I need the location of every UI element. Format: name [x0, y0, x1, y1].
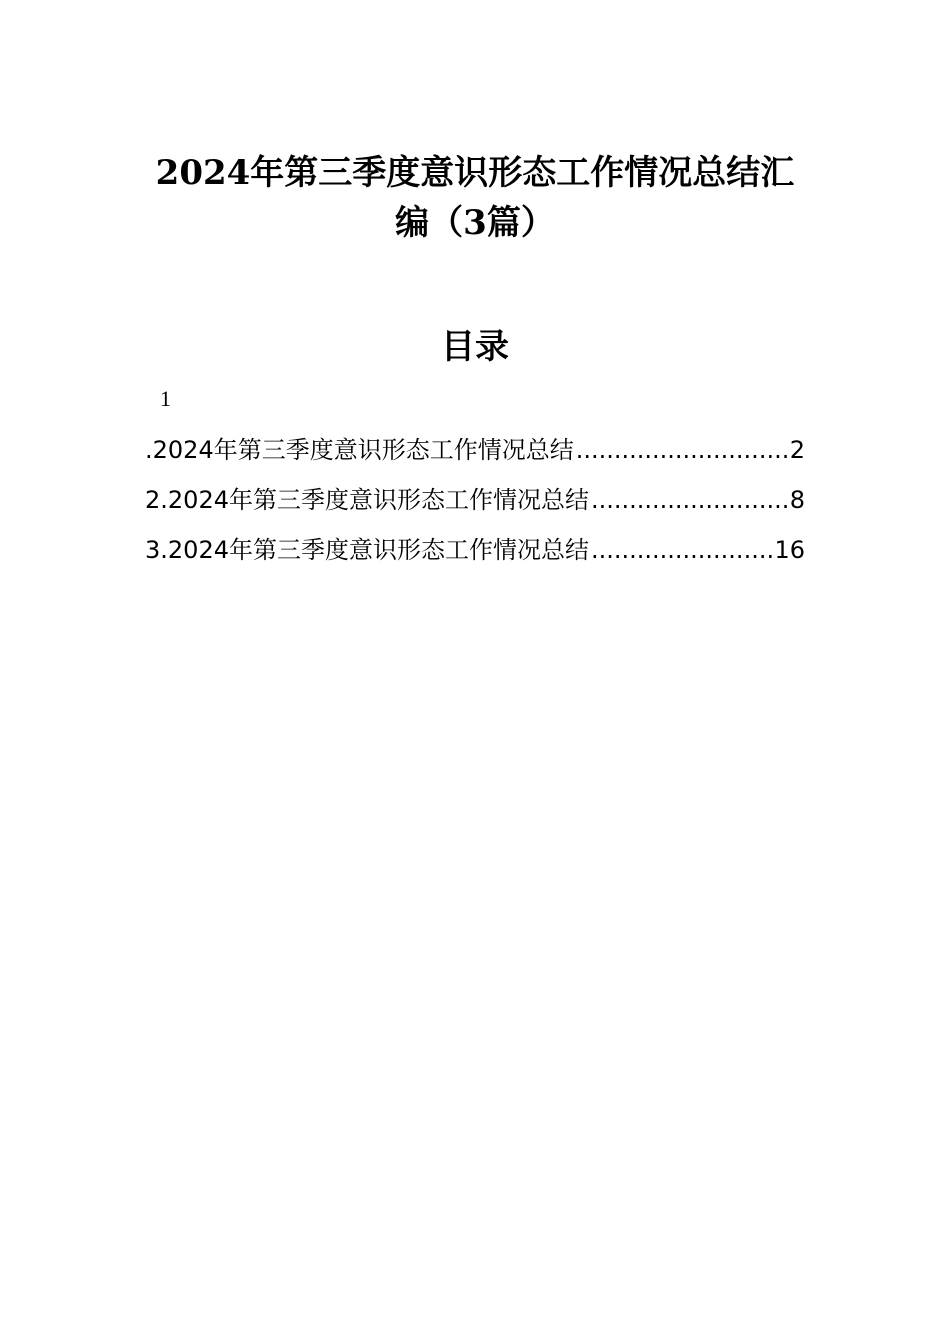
- toc-dot-leader: [591, 530, 772, 570]
- toc-entry-3[interactable]: [145, 530, 805, 580]
- document-title: [120, 148, 830, 248]
- toc-page-number: 8: [789, 486, 805, 514]
- toc-entry-1[interactable]: [145, 430, 805, 480]
- toc-heading: 目录: [441, 327, 509, 367]
- document-title-line-1: 2024年第三季度意识形态工作情况总结汇: [155, 153, 795, 193]
- toc-entry-text: 3.2024年第三季度意识形态工作情况总结: [145, 536, 589, 564]
- toc-dot-leader: [591, 480, 788, 520]
- toc-entry-2[interactable]: [145, 480, 805, 530]
- toc-page-number: 2: [789, 436, 805, 464]
- document-title-line-2: 编（3篇）: [395, 203, 555, 243]
- table-of-contents: [145, 430, 805, 580]
- toc-dot-leader: [576, 430, 788, 470]
- toc-entry-text: 2.2024年第三季度意识形态工作情况总结: [145, 486, 589, 514]
- toc-page-number: 16: [774, 536, 805, 564]
- toc-stray-number: 1: [160, 386, 171, 411]
- toc-entry-text: .2024年第三季度意识形态工作情况总结: [145, 436, 574, 464]
